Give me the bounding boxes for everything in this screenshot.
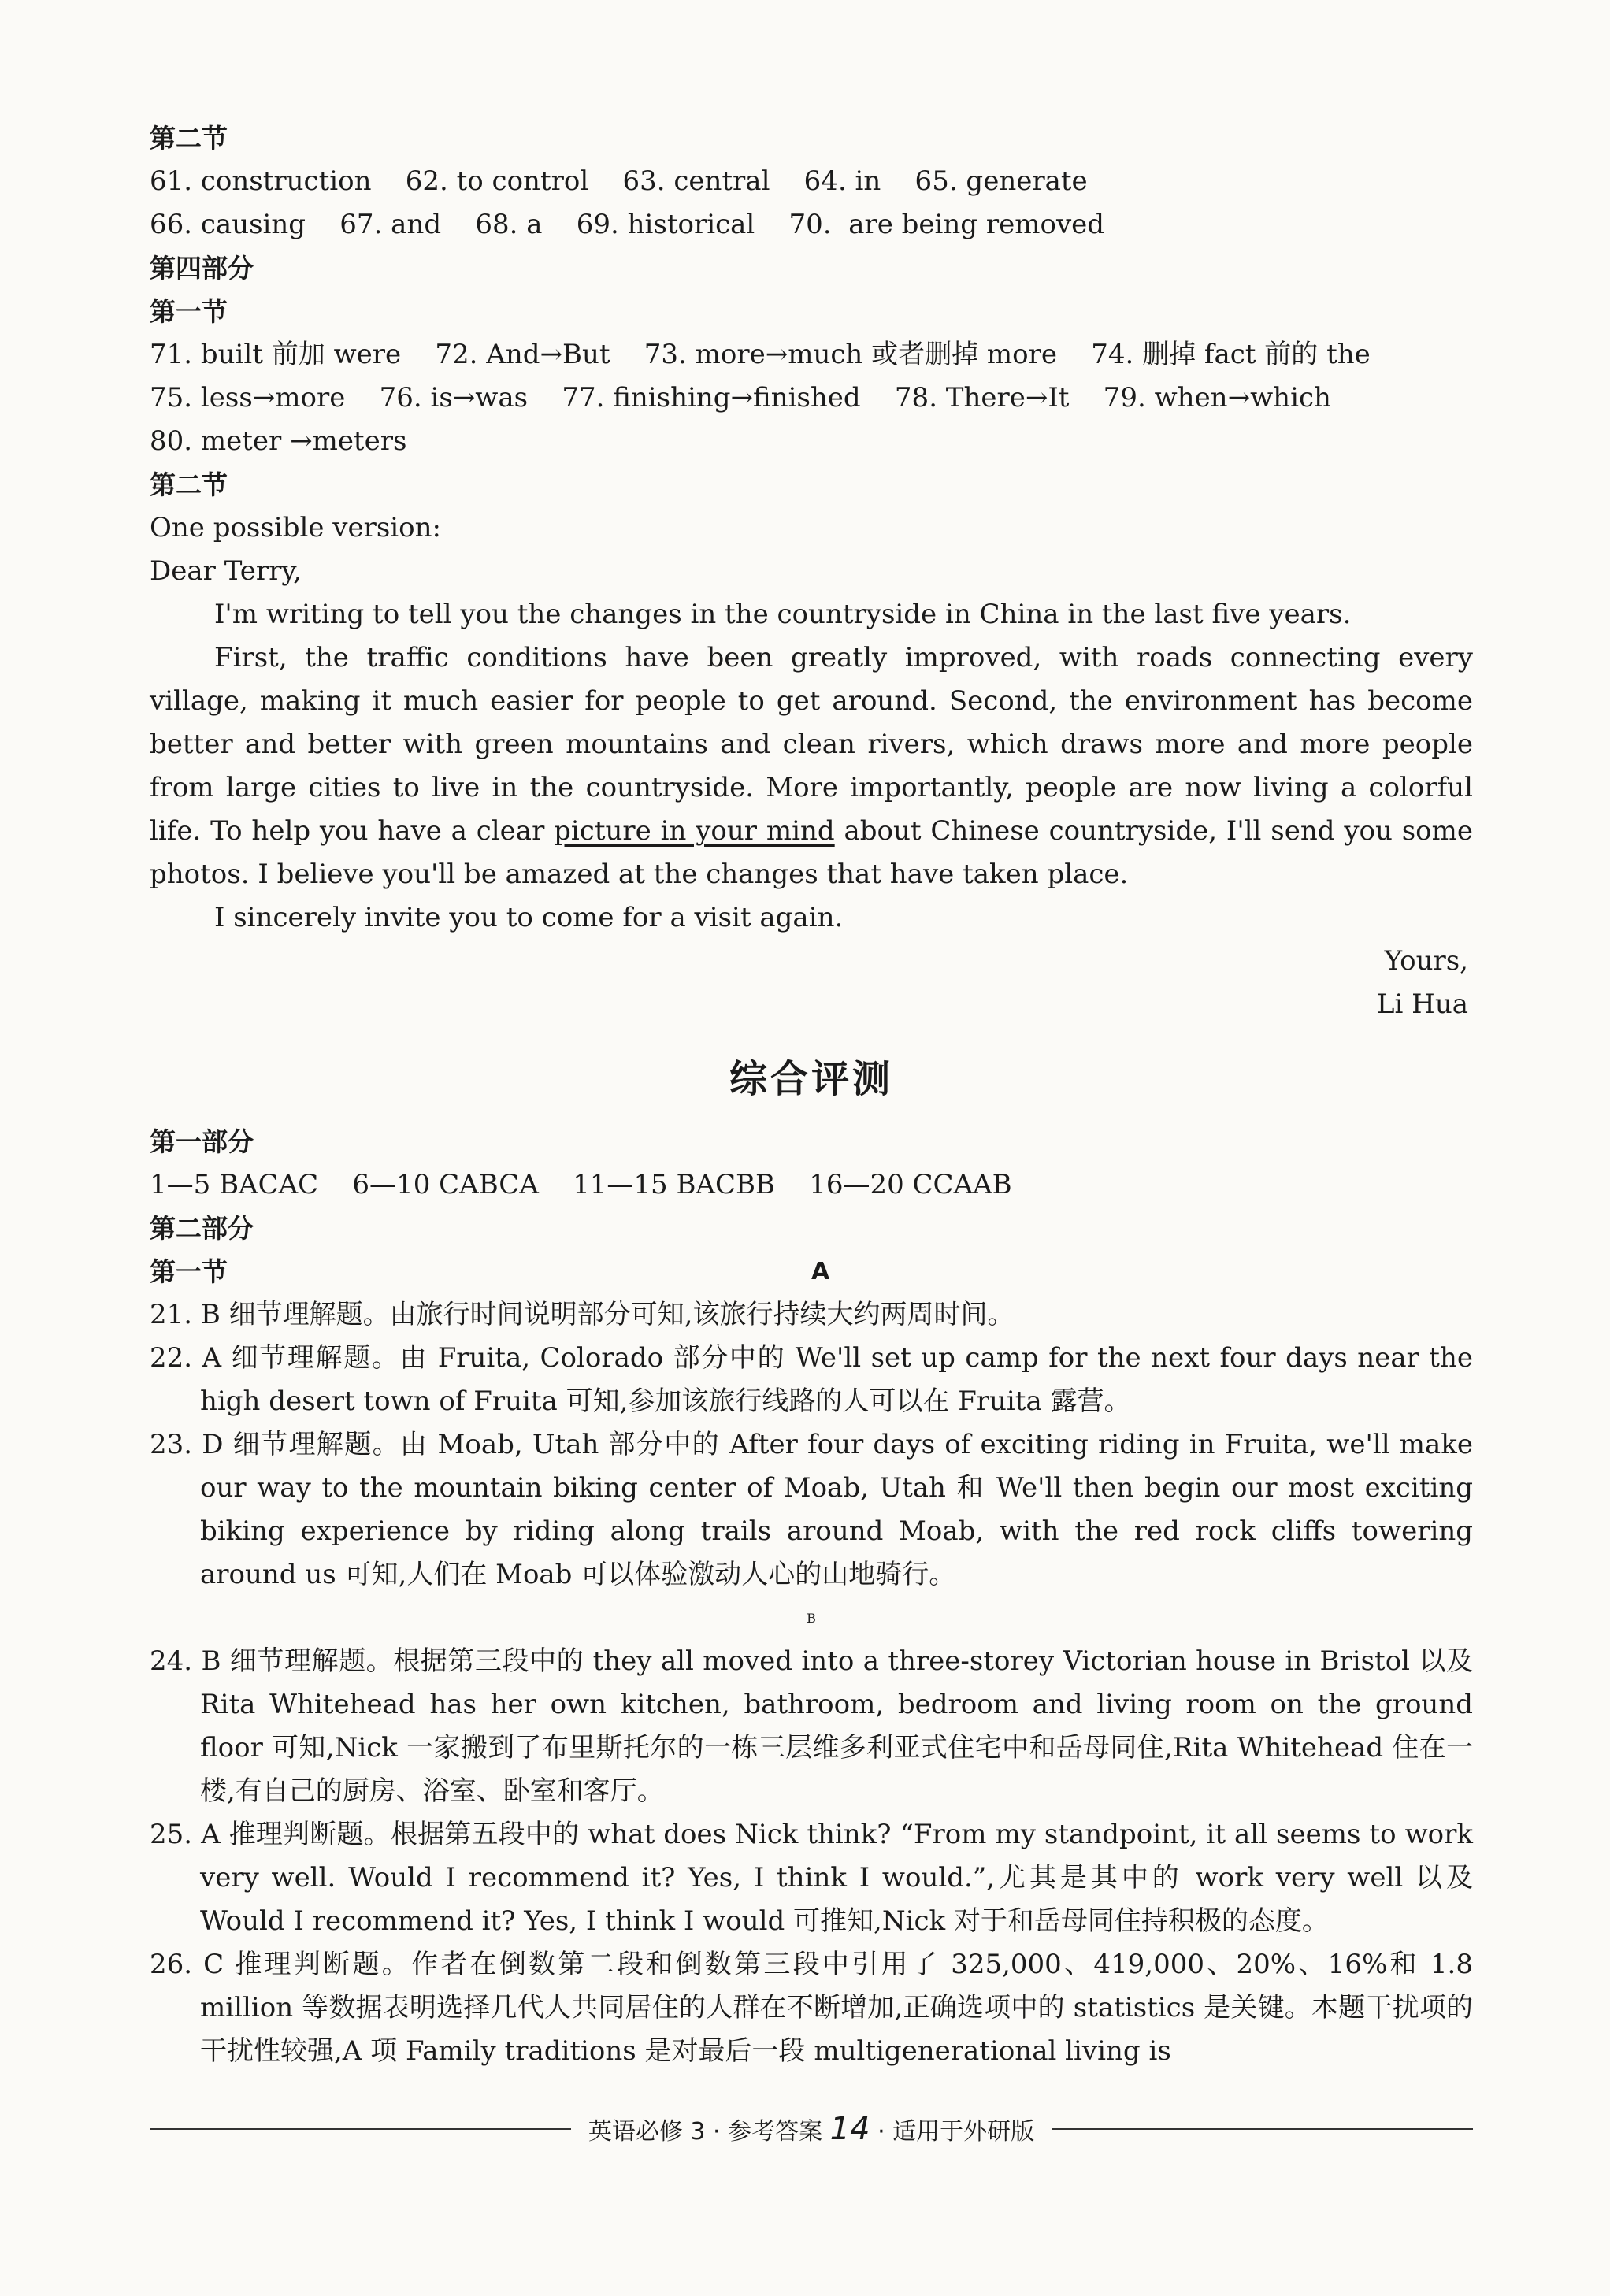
footer-edition: · 适用于外研版 [877,2118,1035,2146]
footer-rule [150,2128,571,2130]
passage-label: B [807,1611,816,1626]
section-heading: 第一节 [150,296,228,327]
letter-signature: Li Hua [1376,989,1468,1020]
answer-line: 1—5 BACAC 6—10 CABCA 11—15 BACBB 16—20 CCAAB [150,1169,1012,1200]
underlined-phrase: picture in your mind [554,815,835,847]
letter-closing: Yours, [1384,945,1468,977]
answer-line: 66. causing 67. and 68. a 69. historical 70. are being removed [150,209,1105,240]
answer-line: 61. construction 62. to control 63. central 64. in 65. generate [150,165,1088,197]
question-explanation: 21. B 细节理解题。由旅行时间说明部分可知,该旅行持续大约两周时间。 [150,1299,1015,1330]
question-explanation: 25. A 推理判断题。根据第五段中的 what does Nick think? “From my standpoint, it all seems to work very well. Would I recommend it? Yes, I think I would.”,尤其是其中的 work very well 以及 Would I recommend it? Yes, I think I would 可推知,Nick 对于和岳母同住持积极的态度。 [150,1819,1473,1937]
correction-line: 71. built 前加 were 72. And→But 73. more→much 或者删掉 more 74. 删掉 fact 前的 the [150,339,1371,370]
section-heading: 第二节 [150,469,228,500]
question-explanation: 23. D 细节理解题。由 Moab, Utah 部分中的 After four days of exciting riding in Fruita, we'll make our way to the mountain biking center of Moab, Utah 和 We'll then begin our most exciting biking experience by riding along trails around Moab, with the red rock cliffs towering around us 可知,人们在 Moab 可以体验激动人心的山地骑行。 [150,1429,1473,1590]
page-number: 14 [829,2111,870,2147]
correction-line: 75. less→more 76. is→was 77. finishing→finished 78. There→It 79. when→which [150,382,1331,414]
section-heading: 第一节 [150,1256,228,1287]
letter-text: First, the traffic conditions have been greatly improved, with roads connecting every village, making it much easier for people to get around. Second, the environment has become better and better with green mountains and clean rivers, which draws more and more people from large cities to live in the countryside. More importantly, people are now living a colorful life. To help you have a clear [150,642,1473,847]
question-explanation: 22. A 细节理解题。由 Fruita, Colorado 部分中的 We'll set up camp for the next four days near the high desert town of Fruita 可知,参加该旅行线路的人可以在 Fruita 露营。 [150,1342,1473,1417]
version-label: One possible version: [150,512,441,543]
part-heading: 第一部分 [150,1126,254,1157]
part-heading: 第四部分 [150,253,254,284]
question-explanation: 24. B 细节理解题。根据第三段中的 they all moved into a three-storey Victorian house in Bristol 以及 Rita Whitehead has her own kitchen, bathroom, bedroom and living room on the ground floor 可知,Nick 一家搬到了布里斯托尔的一栋三层维多利亚式住宅中和岳母同住,Rita Whitehead 住在一楼,有自己的厨房、浴室、卧室和客厅。 [150,1645,1473,1807]
section-row [150,1250,1473,1293]
part-heading: 第二部分 [150,1213,254,1244]
footer-rule [1052,2128,1473,2130]
section-heading: 第二节 [150,123,228,154]
letter-paragraph: I sincerely invite you to come for a visit again. [214,902,844,933]
section-title: 综合评测 [729,1057,893,1101]
question-explanation: 26. C 推理判断题。作者在倒数第二段和倒数第三段中引用了 325,000、419,000、20%、16%和 1.8 million 等数据表明选择几代人共同居住的人群在不断增加,正确选项中的 statistics 是关键。本题干扰项的干扰性较强,A 项 Family traditions 是对最后一段 multigenerational living is [150,1949,1473,2067]
footer-book: 英语必修 3 · 参考答案 [588,2118,823,2146]
correction-line: 80. meter →meters [150,425,407,457]
letter-text: about Chinese countryside, I'll send you some photos. I believe you'll be amazed at the changes that have taken place. [150,815,1474,890]
page-footer [150,2111,1473,2147]
letter-paragraph: I'm writing to tell you the changes in the countryside in China in the last five years. [214,599,1352,630]
footer-text [571,2111,1052,2147]
letter-greeting: Dear Terry, [150,555,302,587]
letter-paragraph [150,636,1473,896]
answer-page [150,117,1473,2073]
passage-label: A [811,1258,830,1285]
